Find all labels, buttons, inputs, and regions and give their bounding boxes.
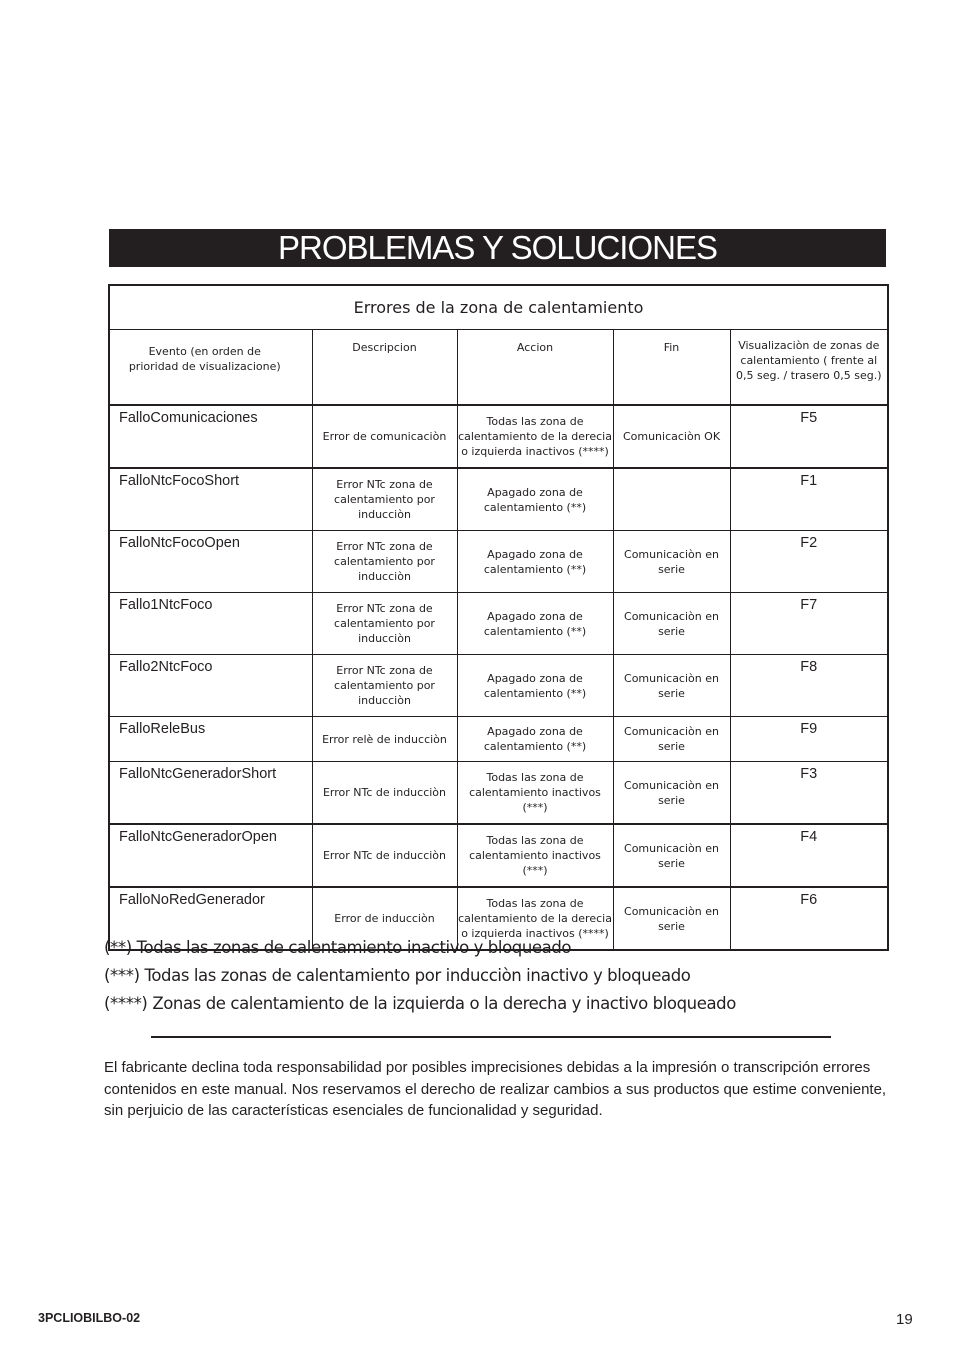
footnotes	[104, 935, 736, 1019]
footnote-4-stars: (****) Zonas de calentamiento de la izquierda o la derecha y inactivo bloqueado	[104, 994, 736, 1013]
cell-codigo: F7	[730, 593, 888, 655]
table-row	[109, 717, 888, 762]
page-number: 19	[896, 1311, 913, 1328]
table-row	[109, 593, 888, 655]
cell-fin: Comunicaciòn en serie	[613, 824, 730, 887]
footnote-2-stars: (**) Todas las zonas de calentamiento inactivo y bloqueado	[104, 938, 572, 957]
cell-descripcion: Error NTc zona de calentamiento por inducciòn	[312, 531, 457, 593]
cell-evento: FalloNoRedGenerador	[109, 887, 312, 950]
cell-accion: Apagado zona de calentamiento (**)	[457, 717, 613, 762]
cell-evento: FalloNtcFocoShort	[109, 468, 312, 531]
error-table	[108, 284, 889, 951]
cell-accion: Todas las zona de calentamiento inactivos (***)	[457, 824, 613, 887]
cell-fin: Comunicaciòn en serie	[613, 887, 730, 950]
header-descripcion: Descripcion	[312, 330, 457, 406]
horizontal-divider	[151, 1036, 831, 1038]
table-row	[109, 405, 888, 468]
cell-codigo: F8	[730, 655, 888, 717]
cell-descripcion: Error relè de inducciòn	[312, 717, 457, 762]
footnote-3-stars: (***) Todas las zonas de calentamiento por inducciòn inactivo y bloqueado	[104, 966, 691, 985]
header-visualizacion: Visualizaciòn de zonas de calentamiento ( frente al 0,5 seg. / trasero 0,5 seg.)	[730, 330, 888, 406]
table-caption: Errores de la zona de calentamiento	[109, 285, 888, 330]
cell-accion: Apagado zona de calentamiento (**)	[457, 468, 613, 531]
cell-codigo: F6	[730, 887, 888, 950]
table-row	[109, 762, 888, 825]
cell-accion: Apagado zona de calentamiento (**)	[457, 531, 613, 593]
cell-fin: Comunicaciòn en serie	[613, 717, 730, 762]
cell-evento: FalloNtcGeneradorShort	[109, 762, 312, 825]
cell-codigo: F9	[730, 717, 888, 762]
table-header-row	[109, 330, 888, 406]
cell-codigo: F5	[730, 405, 888, 468]
cell-fin: Comunicaciòn OK	[613, 405, 730, 468]
header-accion: Accion	[457, 330, 613, 406]
disclaimer-text: El fabricante declina toda responsabilidad por posibles imprecisiones debidas a la impresión o transcripción errores contenidos en este manual. Nos reservamos el derecho de realizar cambios a sus productos que estime conveniente, sin perjuicio de las características esenciales de funcionalidad y seguridad.	[104, 1059, 887, 1119]
cell-evento: FalloReleBus	[109, 717, 312, 762]
document-code: 3PCLIOBILBO-02	[38, 1311, 141, 1325]
header-fin: Fin	[613, 330, 730, 406]
error-table-body	[109, 285, 888, 950]
cell-codigo: F2	[730, 531, 888, 593]
cell-descripcion: Error NTc zona de calentamiento por inducciòn	[312, 655, 457, 717]
cell-descripcion: Error NTc zona de calentamiento por inducciòn	[312, 468, 457, 531]
table-row	[109, 824, 888, 887]
cell-descripcion: Error NTc de inducciòn	[312, 824, 457, 887]
table-row	[109, 531, 888, 593]
cell-accion: Apagado zona de calentamiento (**)	[457, 593, 613, 655]
cell-accion: Apagado zona de calentamiento (**)	[457, 655, 613, 717]
cell-evento: Fallo2NtcFoco	[109, 655, 312, 717]
cell-fin: Comunicaciòn en serie	[613, 762, 730, 825]
cell-accion: Todas las zona de calentamiento inactivos (***)	[457, 762, 613, 825]
cell-fin: Comunicaciòn en serie	[613, 531, 730, 593]
cell-descripcion: Error de comunicaciòn	[312, 405, 457, 468]
cell-evento: FalloNtcFocoOpen	[109, 531, 312, 593]
section-title-bar	[109, 229, 886, 267]
cell-fin: Comunicaciòn en serie	[613, 593, 730, 655]
cell-descripcion: Error NTc zona de calentamiento por inducciòn	[312, 593, 457, 655]
cell-descripcion: Error NTc de inducciòn	[312, 762, 457, 825]
cell-accion: Todas las zona de calentamiento de la derecia o izquierda inactivos (****)	[457, 405, 613, 468]
cell-fin: Comunicaciòn en serie	[613, 655, 730, 717]
cell-evento: FalloNtcGeneradorOpen	[109, 824, 312, 887]
cell-evento: Fallo1NtcFoco	[109, 593, 312, 655]
table-row	[109, 655, 888, 717]
cell-fin	[613, 468, 730, 531]
cell-codigo: F1	[730, 468, 888, 531]
header-evento: Evento (en orden de prioridad de visualizacione)	[109, 330, 312, 406]
cell-codigo: F3	[730, 762, 888, 825]
cell-descripcion: Error de inducciòn	[312, 887, 457, 950]
page-title: PROBLEMAS Y SOLUCIONES	[278, 229, 717, 266]
cell-codigo: F4	[730, 824, 888, 887]
cell-accion: Todas las zona de calentamiento de la derecia o izquierda inactivos (****)	[457, 887, 613, 950]
table-row	[109, 468, 888, 531]
cell-evento: FalloComunicaciones	[109, 405, 312, 468]
